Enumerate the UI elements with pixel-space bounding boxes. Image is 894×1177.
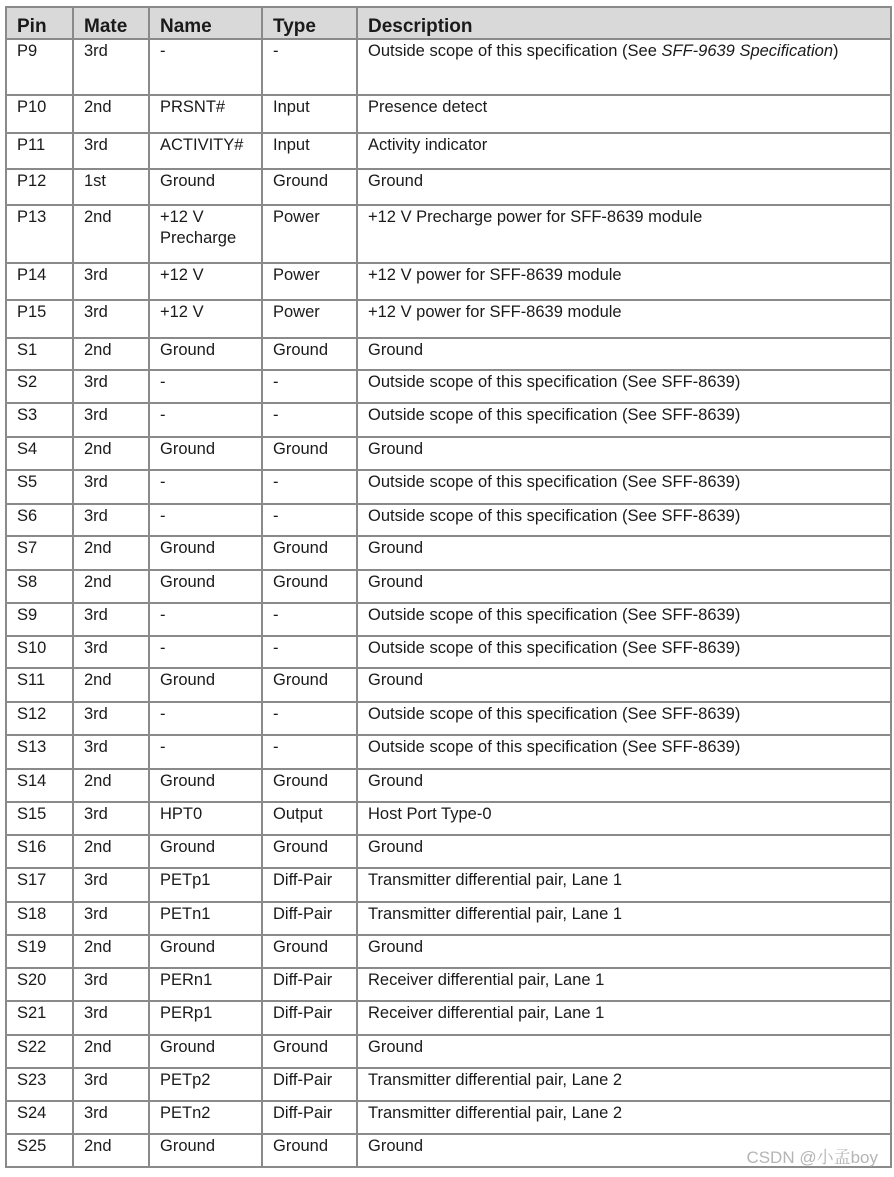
cell-name: Ground [150,1036,263,1069]
cell-name: - [150,505,263,537]
header-description: Description [358,8,890,40]
cell-name: - [150,703,263,736]
cell-name: - [150,604,263,637]
cell-pin: P12 [7,170,74,206]
cell-type: Ground [263,571,358,604]
cell-mate: 3rd [74,371,150,404]
cell-pin: P14 [7,264,74,301]
cell-pin: S24 [7,1102,74,1135]
cell-type: Power [263,301,358,339]
cell-description: Transmitter differential pair, Lane 1 [358,869,890,903]
cell-name: Ground [150,770,263,803]
cell-mate: 3rd [74,264,150,301]
cell-mate: 2nd [74,1135,150,1166]
cell-name: Ground [150,170,263,206]
cell-pin: S15 [7,803,74,836]
cell-type: - [263,471,358,505]
cell-type: Diff-Pair [263,1102,358,1135]
cell-description: Ground [358,836,890,869]
cell-name: Ground [150,537,263,571]
cell-description: Outside scope of this specification (See SFF-8639) [358,736,890,770]
table-row [7,301,890,339]
cell-name: Ground [150,571,263,604]
cell-type: Diff-Pair [263,1002,358,1036]
cell-pin: P11 [7,134,74,170]
cell-description: Ground [358,170,890,206]
cell-description: Receiver differential pair, Lane 1 [358,969,890,1002]
cell-description: Transmitter differential pair, Lane 2 [358,1102,890,1135]
cell-description: Outside scope of this specification (See SFF-8639) [358,604,890,637]
header-pin: Pin [7,8,74,40]
description-italic-reference: SFF-9639 Specification [661,42,834,60]
cell-description: Ground [368,1137,424,1155]
table-row [7,571,890,604]
table-row [7,96,890,134]
cell-description: Ground [358,936,890,969]
cell-type: - [263,371,358,404]
header-row [7,8,890,40]
cell-type: - [263,404,358,438]
cell-description: Outside scope of this specification (See SFF-8639) [358,371,890,404]
table-row [7,703,890,736]
cell-pin: S21 [7,1002,74,1036]
header-type: Type [263,8,358,40]
cell-type: Ground [263,1036,358,1069]
cell-description: +12 V Precharge power for SFF-8639 module [358,206,890,264]
description-text: Outside scope of this specification (See [368,42,662,60]
cell-pin: S4 [7,438,74,471]
cell-name: Ground [150,936,263,969]
cell-type: - [263,637,358,669]
cell-type: Diff-Pair [263,869,358,903]
cell-description: Host Port Type-0 [358,803,890,836]
header-name: Name [150,8,263,40]
cell-mate: 3rd [74,637,150,669]
cell-mate: 2nd [74,537,150,571]
cell-name: +12 V [150,301,263,339]
cell-name: - [150,471,263,505]
cell-pin: S17 [7,869,74,903]
cell-description: Outside scope of this specification (See SFF-8639) [358,505,890,537]
cell-name: Ground [150,836,263,869]
table-body [7,40,890,1166]
cell-type: Input [263,134,358,170]
cell-name: Ground [150,1135,263,1166]
cell-type: Ground [263,936,358,969]
table-row [7,206,890,264]
cell-description: +12 V power for SFF-8639 module [358,301,890,339]
cell-name: HPT0 [150,803,263,836]
cell-mate: 2nd [74,1036,150,1069]
cell-description: Ground [358,537,890,571]
cell-name: ACTIVITY# [150,134,263,170]
cell-pin: S25 [7,1135,74,1166]
table-row [7,471,890,505]
cell-pin: S20 [7,969,74,1002]
pin-assignment-table [5,6,892,1168]
cell-mate: 2nd [74,571,150,604]
cell-name: - [150,40,263,96]
cell-mate: 3rd [74,40,150,96]
cell-pin: S12 [7,703,74,736]
cell-name: Ground [150,669,263,703]
cell-type: - [263,505,358,537]
cell-type: Ground [263,537,358,571]
cell-mate: 3rd [74,404,150,438]
cell-type: - [263,736,358,770]
cell-mate: 2nd [74,438,150,471]
cell-mate: 3rd [74,969,150,1002]
cell-mate: 2nd [74,206,150,264]
cell-description: Transmitter differential pair, Lane 1 [358,903,890,936]
table-row [7,936,890,969]
cell-name: PETn1 [150,903,263,936]
cell-mate: 3rd [74,736,150,770]
cell-description [358,40,890,96]
cell-description: Transmitter differential pair, Lane 2 [358,1069,890,1102]
cell-pin: S5 [7,471,74,505]
table-header [7,8,890,40]
cell-type: Ground [263,170,358,206]
cell-mate: 2nd [74,770,150,803]
cell-mate: 2nd [74,669,150,703]
cell-description: +12 V power for SFF-8639 module [358,264,890,301]
cell-description: Ground [358,669,890,703]
table-row [7,339,890,371]
table-row [7,438,890,471]
cell-name: +12 V [150,264,263,301]
cell-pin: S10 [7,637,74,669]
cell-type: Ground [263,836,358,869]
cell-pin: S6 [7,505,74,537]
cell-pin: S23 [7,1069,74,1102]
cell-type: Input [263,96,358,134]
cell-mate: 3rd [74,471,150,505]
cell-mate: 3rd [74,803,150,836]
cell-mate: 3rd [74,1102,150,1135]
cell-mate: 3rd [74,134,150,170]
table-row [7,40,890,96]
cell-type: - [263,40,358,96]
cell-type: Diff-Pair [263,1069,358,1102]
table-row [7,1102,890,1135]
cell-description: Outside scope of this specification (See SFF-8639) [358,471,890,505]
cell-mate: 2nd [74,96,150,134]
cell-pin: P15 [7,301,74,339]
table-row [7,836,890,869]
table-row [7,903,890,936]
cell-pin: S9 [7,604,74,637]
cell-name: - [150,736,263,770]
table-row [7,264,890,301]
table-row [7,969,890,1002]
cell-type: Ground [263,669,358,703]
cell-name: PERp1 [150,1002,263,1036]
table-row [7,803,890,836]
cell-pin: S13 [7,736,74,770]
table-row [7,1002,890,1036]
cell-mate: 3rd [74,505,150,537]
cell-name: PERn1 [150,969,263,1002]
cell-type: - [263,703,358,736]
table-row [7,669,890,703]
cell-name: PETp1 [150,869,263,903]
table-row [7,404,890,438]
cell-name: +12 V Precharge [150,206,263,264]
table-row [7,736,890,770]
cell-mate: 2nd [74,836,150,869]
cell-type: Ground [263,1135,358,1166]
cell-name: PETp2 [150,1069,263,1102]
cell-mate: 1st [74,170,150,206]
cell-mate: 3rd [74,869,150,903]
watermark-text: CSDN @小孟boy [746,1148,878,1167]
cell-name: Ground [150,339,263,371]
cell-type: - [263,604,358,637]
cell-type: Ground [263,438,358,471]
cell-description: Outside scope of this specification (See SFF-8639) [358,637,890,669]
cell-pin: S16 [7,836,74,869]
cell-name: - [150,637,263,669]
cell-mate: 3rd [74,903,150,936]
cell-pin: S3 [7,404,74,438]
table-row [7,134,890,170]
pin-table-container [5,6,888,1168]
cell-pin: S2 [7,371,74,404]
cell-mate: 3rd [74,1069,150,1102]
table-row [7,1036,890,1069]
table-row [7,1069,890,1102]
cell-pin: S11 [7,669,74,703]
cell-pin: S18 [7,903,74,936]
cell-description: Ground [358,438,890,471]
cell-type: Ground [263,339,358,371]
cell-description: Receiver differential pair, Lane 1 [358,1002,890,1036]
cell-mate: 3rd [74,301,150,339]
cell-type: Diff-Pair [263,969,358,1002]
cell-name: - [150,404,263,438]
cell-mate: 3rd [74,604,150,637]
table-row [7,637,890,669]
description-tail: ) [833,42,839,60]
cell-description: Ground [358,1036,890,1069]
cell-name: - [150,371,263,404]
cell-type: Diff-Pair [263,903,358,936]
cell-pin: S7 [7,537,74,571]
table-row [7,505,890,537]
cell-pin: S14 [7,770,74,803]
cell-pin: P13 [7,206,74,264]
cell-description: Ground [358,339,890,371]
cell-type: Power [263,206,358,264]
cell-name: PETn2 [150,1102,263,1135]
cell-mate: 3rd [74,703,150,736]
cell-description: Ground [358,571,890,604]
cell-description: Outside scope of this specification (See SFF-8639) [358,404,890,438]
table-row [7,170,890,206]
cell-description: Activity indicator [358,134,890,170]
cell-type: Power [263,264,358,301]
cell-description: Outside scope of this specification (See SFF-8639) [358,703,890,736]
table-row [7,537,890,571]
cell-description: Presence detect [358,96,890,134]
cell-type: Output [263,803,358,836]
cell-pin: S8 [7,571,74,604]
cell-pin: S1 [7,339,74,371]
cell-name: PRSNT# [150,96,263,134]
cell-name: Ground [150,438,263,471]
cell-type: Ground [263,770,358,803]
table-row [7,869,890,903]
cell-pin: S22 [7,1036,74,1069]
cell-mate: 2nd [74,936,150,969]
table-row [7,371,890,404]
cell-mate: 3rd [74,1002,150,1036]
table-row [7,770,890,803]
cell-pin: P10 [7,96,74,134]
header-mate: Mate [74,8,150,40]
table-row [7,604,890,637]
cell-pin: P9 [7,40,74,96]
cell-mate: 2nd [74,339,150,371]
cell-description: Ground [358,770,890,803]
cell-pin: S19 [7,936,74,969]
